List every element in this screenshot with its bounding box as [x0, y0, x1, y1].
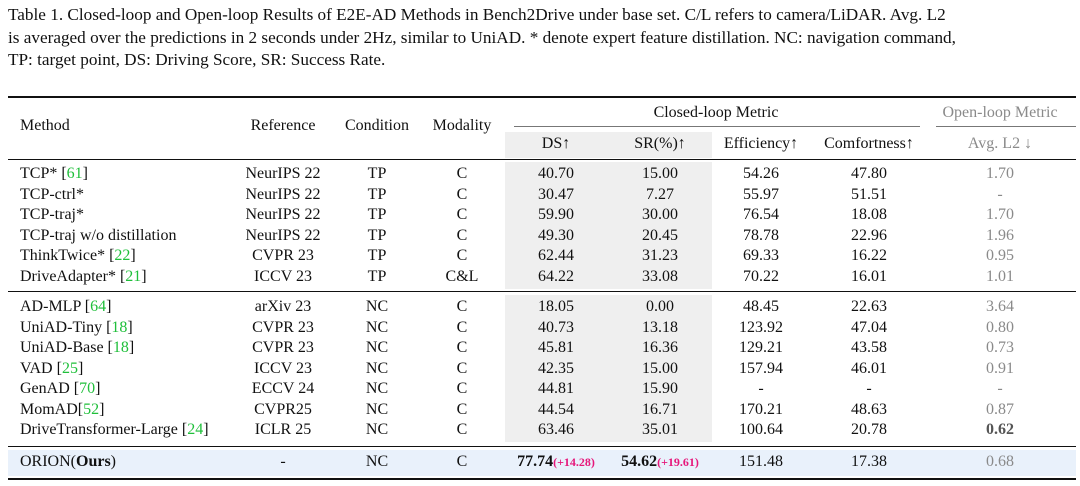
modality-cell: C [456, 226, 468, 244]
reference-cell: CVPR 23 [252, 339, 314, 356]
efficiency-cell: 100.64 [739, 421, 783, 438]
ds-cell: 18.05 [538, 298, 574, 315]
reference-cell: NeurIPS 22 [245, 185, 321, 203]
comfortness-cell: 47.04 [851, 318, 887, 336]
ds-cell: 45.81 [538, 339, 574, 356]
method-cell [20, 338, 134, 358]
citation-close: ] [99, 400, 105, 418]
ds-sr-shade-group2 [505, 295, 712, 442]
method-cell [20, 359, 83, 379]
reference-cell: ICLR 25 [254, 421, 312, 438]
header-method: Method [20, 117, 70, 134]
comfortness-cell: 22.96 [851, 226, 887, 244]
ds-cell: 62.44 [538, 247, 574, 264]
method-name: VAD [20, 359, 53, 377]
avg-l2-cell: - [997, 380, 1003, 397]
condition-cell: NC [365, 339, 389, 356]
citation-close: ] [127, 318, 133, 336]
header-efficiency: Efficiency↑ [723, 135, 799, 152]
avg-l2-cell: 0.87 [986, 400, 1014, 418]
modality-cell: C [456, 298, 468, 315]
header-modality: Modality [432, 117, 492, 134]
citation-link[interactable]: 70 [79, 380, 96, 397]
citation-open: [ [103, 339, 113, 356]
modality-cell: C [456, 318, 468, 336]
modality-cell: C [456, 339, 468, 356]
sr-cell: 15.00 [642, 165, 678, 182]
citation-link[interactable]: 52 [83, 400, 100, 418]
citation-open: [ [115, 267, 126, 285]
efficiency-cell: 48.45 [743, 298, 779, 315]
reference-cell: CVPR 23 [252, 247, 314, 264]
header-condition: Condition [344, 117, 410, 134]
condition-cell: NC [365, 298, 389, 315]
citation-open: [ [52, 359, 62, 377]
ds-cell: 64.22 [538, 267, 574, 285]
efficiency-cell: 76.54 [743, 206, 779, 223]
avg-l2-cell: - [997, 185, 1003, 203]
comfortness-cell: 22.63 [851, 298, 887, 315]
top-rule [8, 96, 1076, 98]
citation-close: ] [141, 267, 147, 285]
method-cell [20, 400, 104, 420]
condition-cell: TP [367, 185, 387, 203]
citation-close: ] [130, 247, 136, 264]
citation-close: ] [128, 339, 135, 356]
avg-l2-cell: 3.64 [986, 298, 1014, 315]
ds-cell: 44.81 [538, 380, 574, 397]
method-name: GenAD [20, 380, 70, 397]
orion-modality: C [456, 453, 468, 470]
comfortness-cell: 51.51 [851, 185, 887, 203]
ds-cell: 59.90 [538, 206, 574, 223]
method-name: UniAD-Base [20, 339, 104, 356]
modality-cell: C&L [445, 267, 479, 285]
orion-reference: - [280, 453, 286, 470]
citation-open: [ [69, 380, 80, 397]
efficiency-cell: 129.21 [739, 339, 783, 356]
reference-cell: ICCV 23 [254, 359, 312, 377]
bottom-rule [8, 478, 1076, 480]
method-cell [20, 226, 176, 246]
avg-l2-cell: 0.80 [986, 318, 1014, 336]
method-cell [20, 267, 147, 287]
method-name: TCP-traj w/o distillation [20, 226, 177, 244]
citation-close: ] [95, 380, 101, 397]
method-name: TCP-ctrl* [20, 185, 84, 203]
sr-cell: 15.00 [642, 359, 678, 377]
reference-cell: CVPR25 [254, 400, 312, 418]
ds-cell: 42.35 [538, 359, 574, 377]
sr-cell: 31.23 [642, 247, 678, 264]
citation-open: [ [80, 298, 91, 315]
modality-cell: C [456, 421, 468, 438]
citation-link[interactable]: 21 [125, 267, 142, 285]
modality-cell: C [456, 400, 468, 418]
ds-cell: 30.47 [538, 185, 574, 203]
header-sr: SR(%)↑ [634, 135, 686, 152]
caption-line-3: TP: target point, DS: Driving Score, SR: Success Rate. [8, 50, 386, 69]
method-cell [20, 379, 100, 399]
comfortness-cell: 46.01 [851, 359, 887, 377]
efficiency-cell: 170.21 [739, 400, 783, 418]
ds-cell: 63.46 [538, 421, 574, 438]
open-loop-underline [936, 126, 1076, 127]
header-closed-loop: Closed-loop Metric [653, 104, 779, 121]
comfortness-cell: 18.08 [851, 206, 887, 223]
orion-ds [517, 452, 595, 472]
citation-open: [ [57, 165, 67, 182]
sr-cell: 7.27 [646, 185, 674, 203]
citation-close: ] [82, 165, 88, 182]
method-name: ThinkTwice* [20, 247, 106, 264]
group-rule [8, 291, 1076, 292]
comfortness-cell: 20.78 [851, 421, 887, 438]
method-name: AD-MLP [20, 298, 81, 315]
orion-close: ) [110, 453, 116, 470]
caption-line-1: Table 1. Closed-loop and Open-loop Results of E2E-AD Methods in Bench2Drive under base set. C/L refers to camera/LiDAR. Avg. L2 [8, 5, 946, 24]
method-name: UniAD-Tiny [20, 318, 103, 336]
citation-link[interactable]: 64 [90, 298, 107, 315]
reference-cell: arXiv 23 [254, 298, 312, 315]
citation-link[interactable]: 61 [66, 165, 83, 182]
orion-sr-value: 54.62 [621, 453, 658, 470]
method-name: DriveTransformer-Large [20, 421, 178, 438]
citation-link[interactable]: 24 [187, 421, 204, 438]
condition-cell: TP [367, 267, 387, 285]
efficiency-cell: 123.92 [739, 318, 783, 336]
header-open-loop: Open-loop Metric [942, 104, 1058, 121]
ds-cell: 49.30 [538, 226, 574, 244]
method-name: TCP-traj* [20, 206, 84, 223]
efficiency-cell: 157.94 [739, 359, 783, 377]
avg-l2-cell: 0.73 [986, 339, 1014, 356]
condition-cell: NC [365, 359, 389, 377]
reference-cell: NeurIPS 22 [245, 165, 321, 182]
citation-open: [ [177, 421, 188, 438]
avg-l2-cell: 1.70 [986, 206, 1014, 223]
citation-open: [ [102, 318, 112, 336]
orion-method [20, 452, 116, 472]
orion-efficiency: 151.48 [739, 453, 783, 470]
modality-cell: C [456, 185, 468, 203]
citation-close: ] [203, 421, 209, 438]
condition-cell: NC [365, 380, 389, 397]
efficiency-cell: 55.97 [743, 185, 779, 203]
sr-cell: 30.00 [642, 206, 678, 223]
comfortness-cell: 16.22 [851, 247, 887, 264]
method-name: TCP* [20, 165, 58, 182]
orion-sr [621, 452, 699, 472]
reference-cell: ECCV 24 [251, 380, 315, 397]
citation-link[interactable]: 18 [112, 339, 129, 356]
sr-cell: 15.90 [642, 380, 678, 397]
efficiency-cell: 69.33 [743, 247, 779, 264]
orion-name: ORION( [20, 453, 76, 470]
comfortness-cell: - [866, 380, 872, 397]
orion-ds-value: 77.74 [517, 453, 554, 470]
condition-cell: TP [367, 206, 387, 223]
method-name: MomAD [20, 400, 78, 418]
header-ds: DS↑ [541, 135, 571, 152]
modality-cell: C [456, 206, 468, 223]
sr-cell: 35.01 [642, 421, 678, 438]
modality-cell: C [456, 247, 468, 264]
header-rule [8, 159, 1076, 160]
method-cell [20, 297, 111, 317]
closed-loop-underline [514, 126, 920, 127]
modality-cell: C [456, 165, 468, 182]
comfortness-cell: 16.01 [851, 267, 887, 285]
avg-l2-cell: 0.91 [986, 359, 1014, 377]
avg-l2-cell: 1.70 [986, 165, 1014, 182]
efficiency-cell: 70.22 [743, 267, 779, 285]
reference-cell: ICCV 23 [254, 267, 312, 285]
reference-cell: NeurIPS 22 [245, 206, 321, 223]
method-cell [20, 164, 88, 184]
comfortness-cell: 48.63 [851, 400, 887, 418]
ds-cell: 44.54 [538, 400, 574, 418]
modality-cell: C [456, 380, 468, 397]
citation-close: ] [77, 359, 84, 377]
sr-cell: 13.18 [642, 318, 678, 336]
condition-cell: NC [365, 421, 389, 438]
comfortness-cell: 43.58 [851, 339, 887, 356]
sr-cell: 0.00 [646, 298, 674, 315]
condition-cell: TP [367, 226, 387, 244]
citation-link[interactable]: 25 [61, 359, 78, 377]
ds-cell: 40.70 [538, 165, 574, 182]
header-comfortness: Comfortness↑ [824, 135, 914, 152]
method-cell [20, 420, 209, 440]
efficiency-cell: 78.78 [743, 226, 779, 244]
caption-line-2: is averaged over the predictions in 2 seconds under 2Hz, similar to UniAD. * denote expert feature distillation. NC: navigation command, [8, 27, 956, 47]
orion-ds-gain: (+14.28) [553, 455, 595, 469]
avg-l2-cell: 0.62 [986, 421, 1014, 438]
table-caption [8, 4, 1074, 72]
sr-cell: 16.36 [642, 339, 678, 356]
citation-open: [ [77, 400, 84, 418]
condition-cell: TP [367, 165, 387, 182]
efficiency-cell: - [758, 380, 764, 397]
header-reference: Reference [250, 117, 316, 134]
orion-condition: NC [365, 453, 389, 470]
modality-cell: C [456, 359, 468, 377]
header-avg-l2: Avg. L2 ↓ [967, 135, 1033, 152]
citation-open: [ [105, 247, 115, 264]
ds-cell: 40.73 [538, 318, 574, 336]
orion-rule [8, 446, 1076, 447]
orion-sr-gain: (+19.61) [657, 455, 699, 469]
condition-cell: NC [365, 400, 389, 418]
condition-cell: NC [365, 318, 389, 336]
reference-cell: NeurIPS 22 [245, 226, 321, 244]
citation-link[interactable]: 22 [114, 247, 131, 264]
method-cell [20, 205, 84, 225]
condition-cell: TP [367, 247, 387, 264]
sr-cell: 20.45 [642, 226, 678, 244]
ds-sr-shade-group1 [505, 162, 712, 289]
method-cell [20, 318, 133, 338]
avg-l2-cell: 1.01 [986, 267, 1014, 285]
citation-close: ] [106, 298, 112, 315]
orion-ours: Ours [76, 453, 111, 470]
comfortness-cell: 47.80 [851, 165, 887, 182]
orion-comfortness: 17.38 [851, 453, 887, 470]
efficiency-cell: 54.26 [743, 165, 779, 182]
orion-avg-l2: 0.68 [986, 453, 1014, 470]
avg-l2-cell: 0.95 [986, 247, 1014, 264]
method-cell [20, 246, 136, 266]
avg-l2-cell: 1.96 [986, 226, 1014, 244]
method-cell [20, 185, 84, 205]
citation-link[interactable]: 18 [111, 318, 128, 336]
sr-cell: 16.71 [642, 400, 678, 418]
sr-cell: 33.08 [642, 267, 678, 285]
reference-cell: CVPR 23 [252, 318, 314, 336]
method-name: DriveAdapter* [20, 267, 116, 285]
